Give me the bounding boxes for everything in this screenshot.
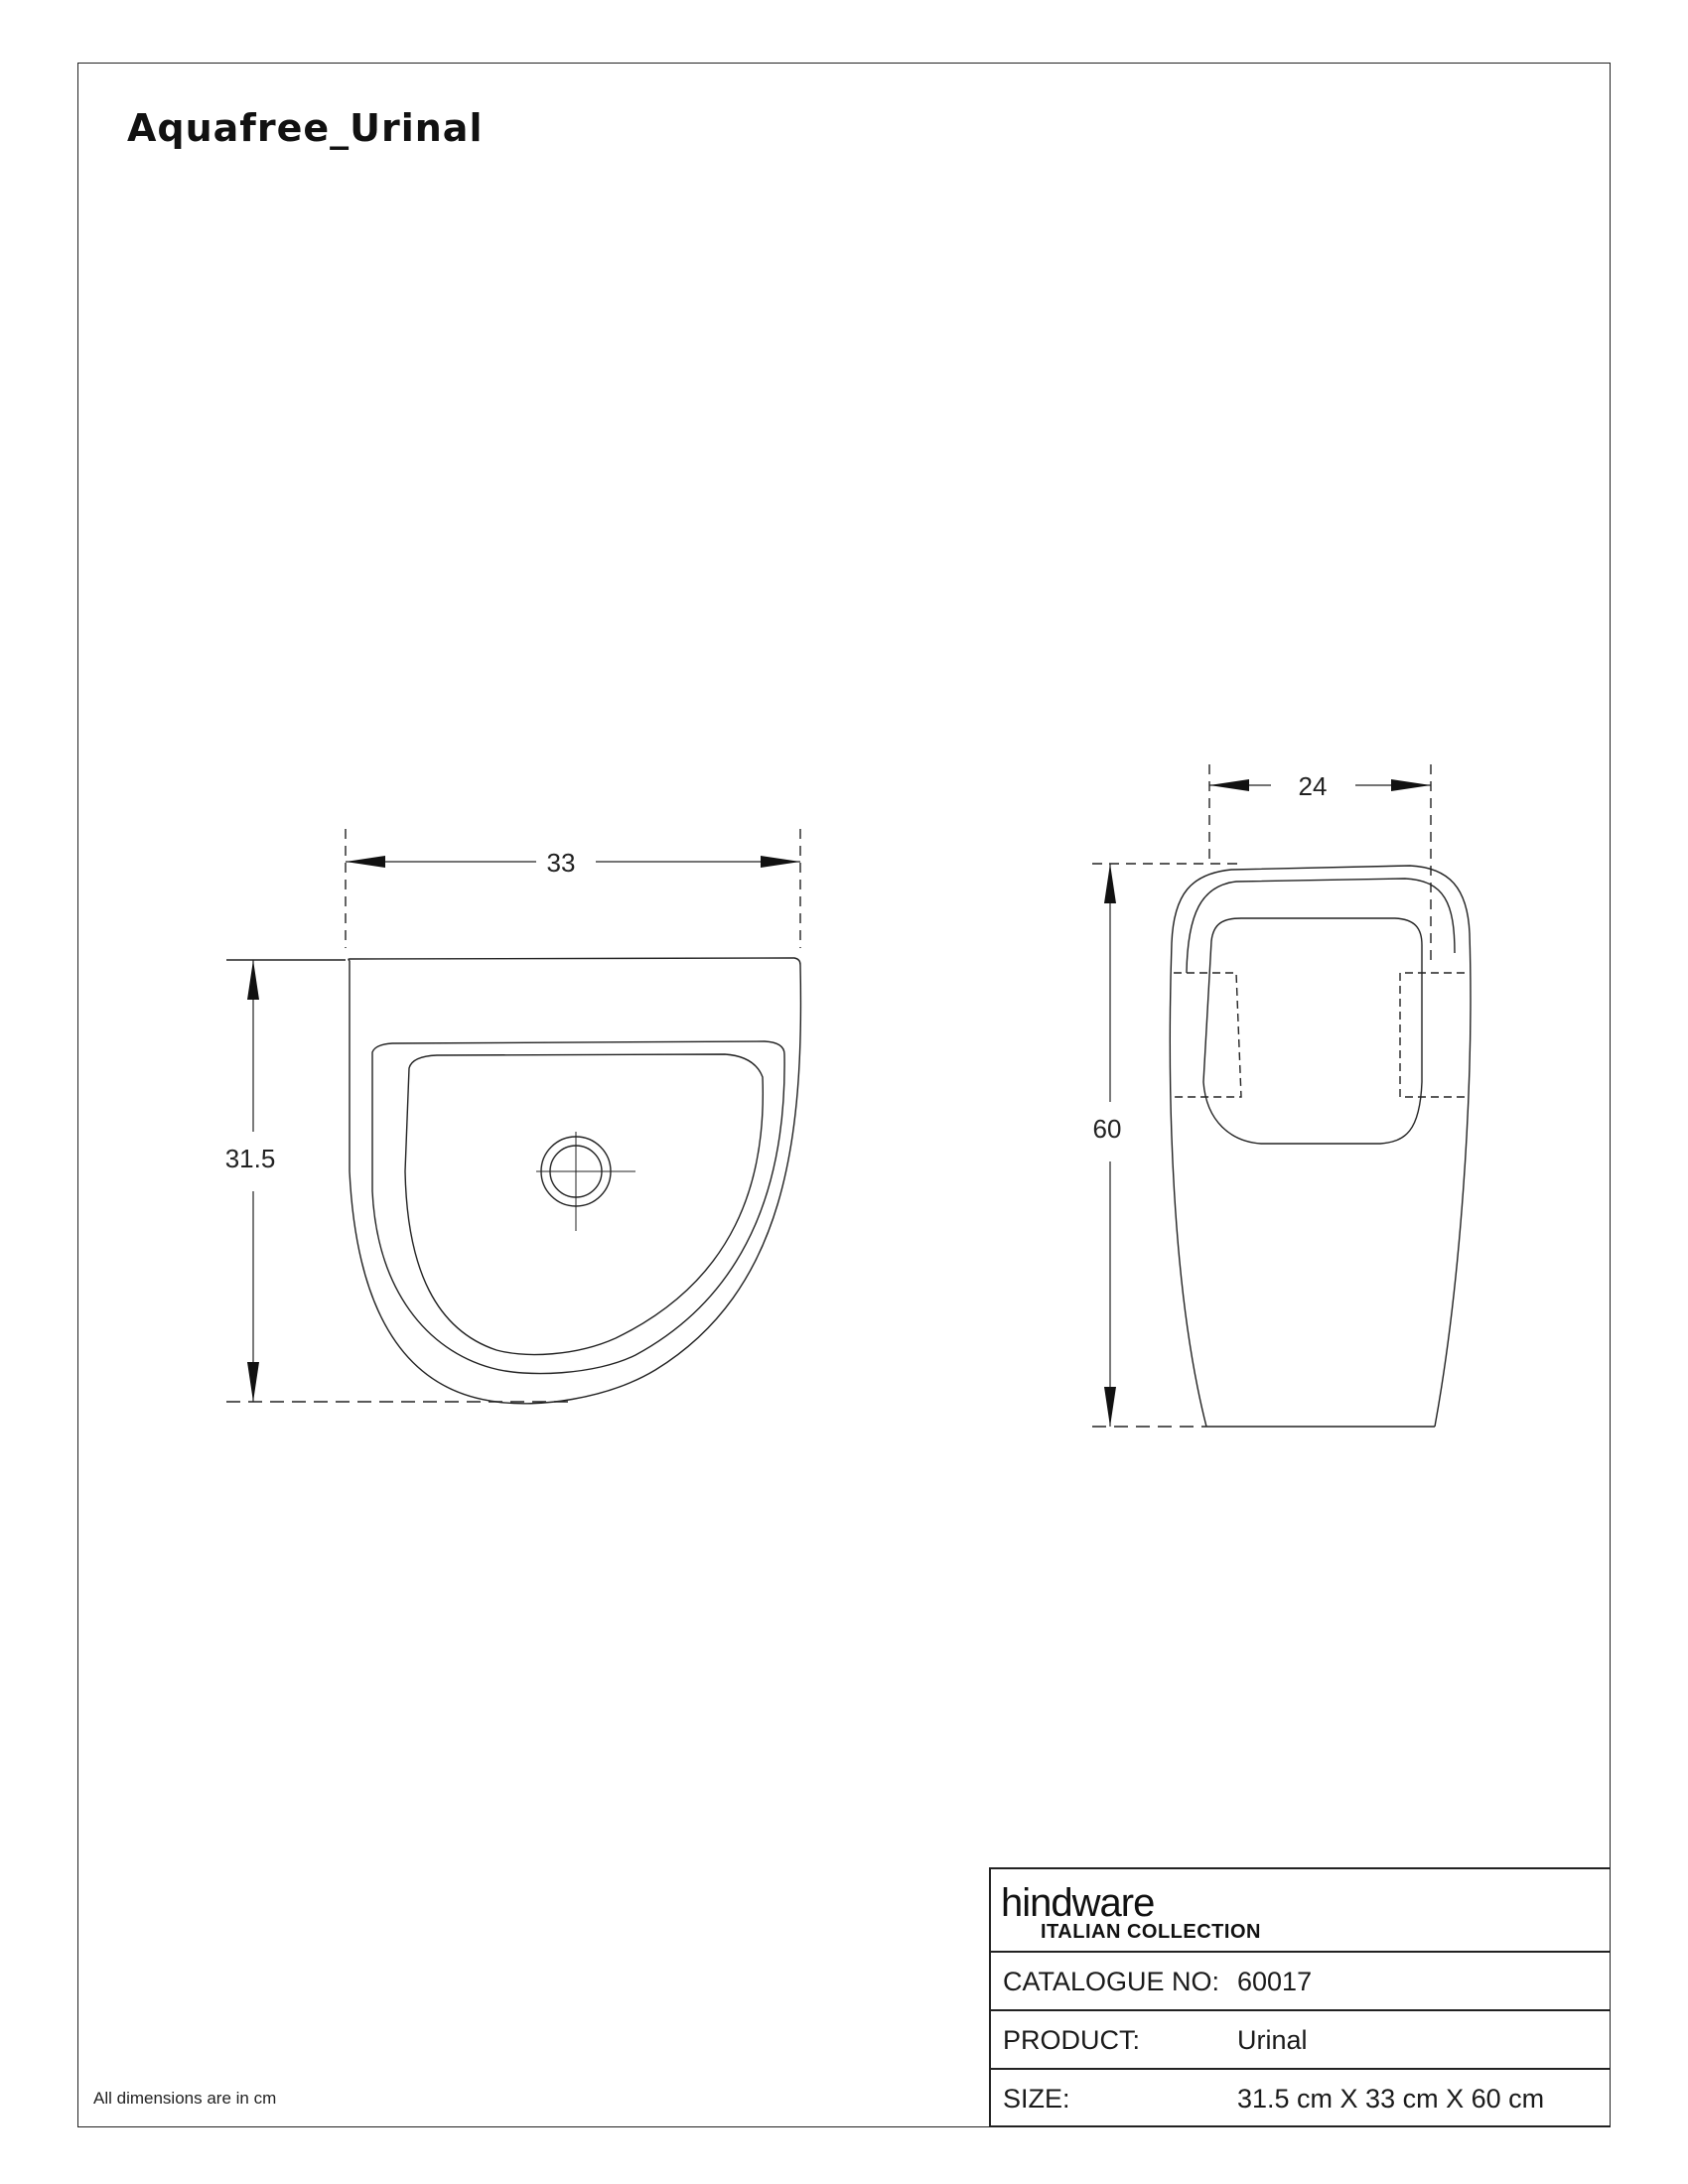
catalogue-value: 60017 <box>1237 1967 1313 1996</box>
size-row <box>991 2070 1611 2128</box>
size-value: 31.5 cm X 33 cm X 60 cm <box>1237 2084 1545 2114</box>
title-block <box>989 1867 1611 2127</box>
front-inner-bowl <box>405 1054 763 1354</box>
brand-name: hindware <box>1001 1881 1155 1925</box>
side-inner-top <box>1187 879 1455 973</box>
catalogue-row <box>991 1953 1611 2011</box>
side-height-dim: 60 <box>1092 1114 1122 1144</box>
front-outer-body <box>349 958 800 1404</box>
front-rim <box>372 1041 784 1374</box>
product-label: PRODUCT: <box>1003 2025 1141 2055</box>
collection-name: ITALIAN COLLECTION <box>1041 1921 1261 1943</box>
product-value: Urinal <box>1237 2025 1308 2055</box>
side-width-dim: 24 <box>1298 771 1328 801</box>
dimensions-note: All dimensions are in cm <box>93 2089 277 2108</box>
front-height-dim: 31.5 <box>224 1144 276 1173</box>
front-width-dim: 33 <box>546 848 576 878</box>
front-view <box>226 829 800 1404</box>
brand-logo <box>991 1869 1611 1953</box>
side-bracket-right <box>1400 973 1465 1097</box>
drawing-title: Aquafree_Urinal <box>127 106 484 150</box>
side-bowl <box>1203 918 1422 1144</box>
side-outer-body <box>1170 866 1471 1427</box>
side-bracket-left <box>1174 973 1241 1097</box>
size-label: SIZE: <box>1003 2084 1070 2114</box>
product-row <box>991 2011 1611 2070</box>
side-view <box>1092 764 1471 1427</box>
catalogue-label: CATALOGUE NO: <box>1003 1967 1220 1996</box>
